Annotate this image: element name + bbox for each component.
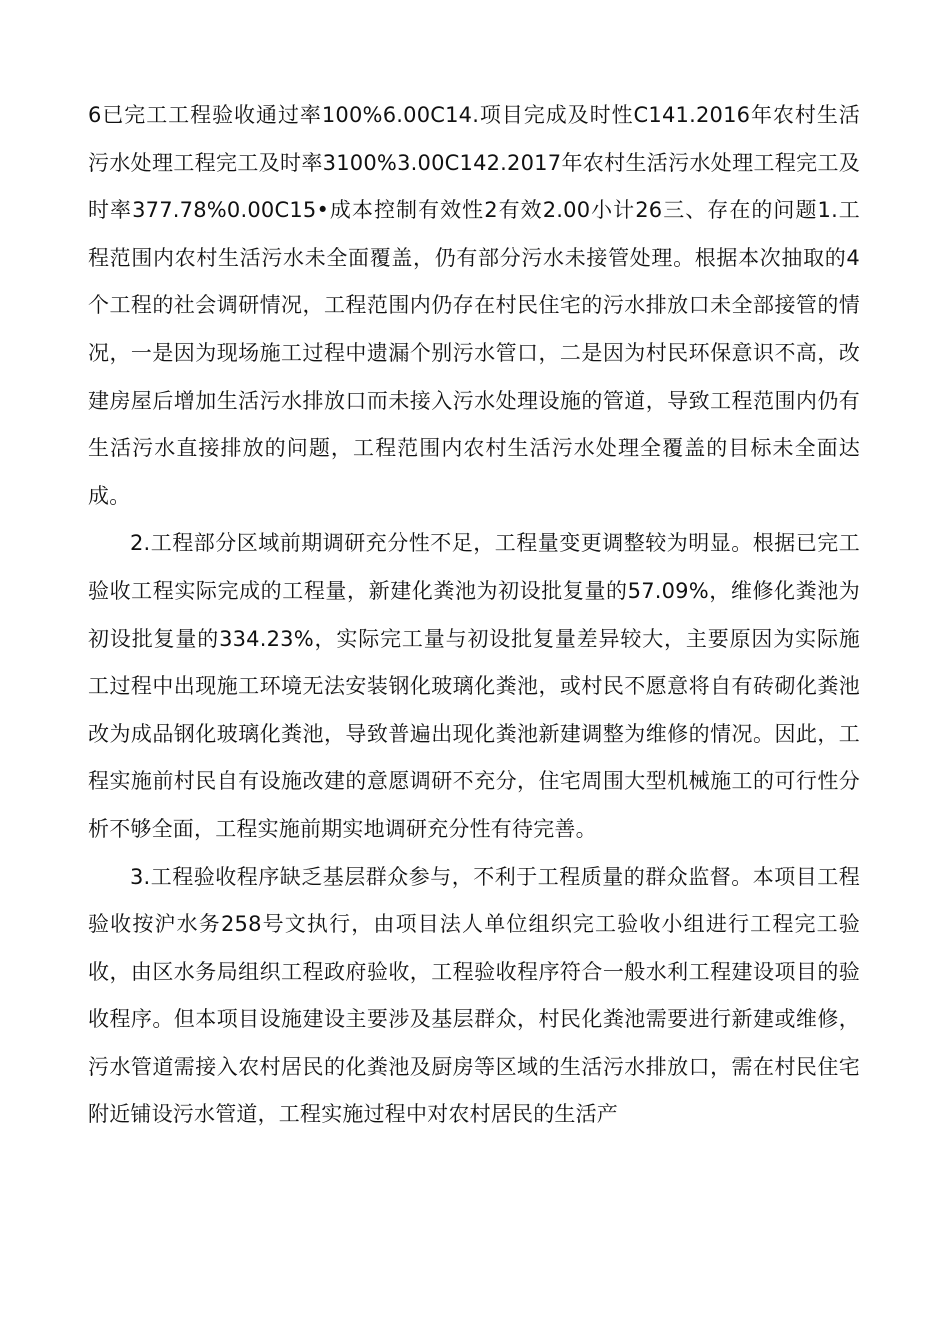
paragraph-3: 3.工程验收程序缺乏基层群众参与，不利于工程质量的群众监督。本项目工程验收按沪水务258号文执行，由项目法人单位组织完工验收小组进行工程完工验收，由区水务局组织工程政府验收，工程验收程序符合一般水利工程建设项目的验收程序。但本项目设施建设主要涉及基层群众，村民化粪池需要进行新建或维修，污水管道需接入农村居民的化粪池及厨房等区域的生活污水排放口，需在村民住宅附近铺设污水管道，工程实施过程中对农村居民的生活产 (88, 864, 860, 1127)
document-body (88, 92, 860, 1139)
paragraph-1: 6已完工工程验收通过率100%6.00C14.项目完成及时性C141.2016年农村生活污水处理工程完工及时率3100%3.00C142.2017年农村生活污水处理工程完工及时率377.78%0.00C15•成本控制有效性2有效2.00小计26三、存在的问题1.工程范围内农村生活污水未全面覆盖，仍有部分污水未接管处理。根据本次抽取的4个工程的社会调研情况，工程范围内仍存在村民住宅的污水排放口未全部接管的情况，一是因为现场施工过程中遗漏个别污水管口，二是因为村民环保意识不高，改建房屋后增加生活污水排放口而未接入污水处理设施的管道，导致工程范围内仍有生活污水直接排放的问题，工程范围内农村生活污水处理全覆盖的目标未全面达成。 (88, 103, 860, 508)
paragraph-2: 2.工程部分区域前期调研充分性不足，工程量变更调整较为明显。根据已完工验收工程实际完成的工程量，新建化粪池为初设批复量的57.09%，维修化粪池为初设批复量的334.23%，实际完工量与初设批复量差异较大，主要原因为实际施工过程中出现施工环境无法安装钢化玻璃化粪池，或村民不愿意将自有砖砌化粪池改为成品钢化玻璃化粪池，导致普遍出现化粪池新建调整为维修的情况。因此，工程实施前村民自有设施改建的意愿调研不充分，住宅周围大型机械施工的可行性分析不够全面，工程实施前期实地调研充分性有待完善。 (88, 531, 860, 841)
